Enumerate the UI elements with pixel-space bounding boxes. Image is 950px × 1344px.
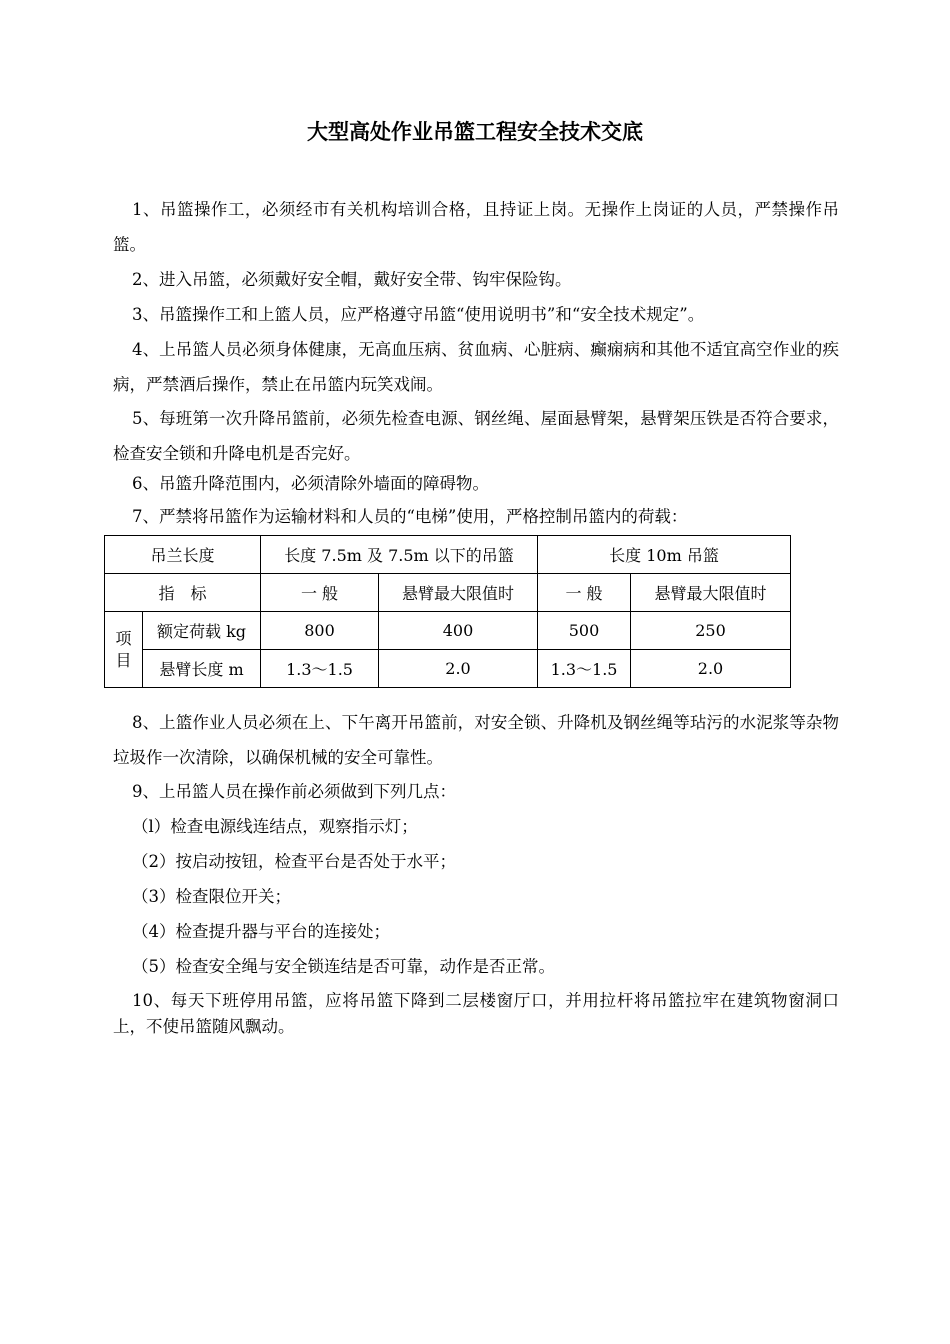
load-table: [104, 535, 791, 688]
check-step-1: （l）检查电源线连结点，观察指示灯；: [132, 817, 418, 836]
table-cell: 500: [538, 612, 631, 650]
item-3: 3、吊篮操作工和上篮人员，应严格遵守吊篮“使用说明书”和“安全技术规定”。: [132, 305, 705, 324]
table-cell: 800: [261, 612, 379, 650]
table-group-label: [105, 612, 143, 688]
item-1: 1、吊篮操作工，必须经市有关机构培训合格，且持证上岗。无操作上岗证的人员，严禁操作吊篮。: [113, 200, 839, 254]
table-cell: 悬臂最大限值时: [379, 574, 538, 612]
document-title: 大型高处作业吊篮工程安全技术交底: [307, 120, 643, 144]
table-cell: 1.3～1.5: [261, 650, 379, 688]
check-step-5: （5）检查安全绳与安全锁连结是否可靠，动作是否正常。: [132, 957, 555, 976]
table-cell: 2.0: [631, 650, 791, 688]
check-step-4: （4）检查提升器与平台的连接处；: [132, 922, 390, 941]
check-step-2: （2）按启动按钮，检查平台是否处于水平；: [132, 852, 456, 871]
table-cell: 长度 7.5m 及 7.5m 以下的吊篮: [261, 536, 538, 574]
table-cell: 指 标: [105, 574, 261, 612]
item-6: 6、吊篮升降范围内，必须清除外墙面的障碍物。: [132, 474, 489, 493]
item-8: 8、上篮作业人员必须在上、下午离开吊篮前，对安全锁、升降机及钢丝绳等玷污的水泥浆等杂物垃圾作一次清除，以确保机械的安全可靠性。: [113, 713, 839, 767]
table-cell: 250: [631, 612, 791, 650]
item-10: 10、每天下班停用吊篮，应将吊篮下降到二层楼窗厅口，并用拉杆将吊篮拉牢在建筑物窗洞口上，不使吊篮随风飘动。: [113, 991, 839, 1036]
item-5: 5、每班第一次升降吊篮前，必须先检查电源、钢丝绳、屋面悬臂架，悬臂架压铁是否符合要求，检查安全锁和升降电机是否完好。: [113, 409, 839, 463]
table-cell: 悬臂最大限值时: [631, 574, 791, 612]
table-row: [105, 650, 791, 688]
table-cell: 吊兰长度: [105, 536, 261, 574]
table-cell: 2.0: [379, 650, 538, 688]
check-step-3: （3）检查限位开关；: [132, 887, 291, 906]
table-cell: 长度 10m 吊篮: [538, 536, 791, 574]
table-row: [105, 536, 791, 574]
table-cell: 400: [379, 612, 538, 650]
table-row: [105, 574, 791, 612]
item-4: 4、上吊篮人员必须身体健康，无高血压病、贫血病、心脏病、癫痫病和其他不适宜高空作业的疾病，严禁酒后操作，禁止在吊篮内玩笑戏闹。: [113, 340, 839, 394]
table-cell: 1.3～1.5: [538, 650, 631, 688]
table-cell: 一 般: [261, 574, 379, 612]
item-2: 2、进入吊篮，必须戴好安全帽，戴好安全带、钩牢保险钩。: [132, 270, 572, 289]
table-cell: 悬臂长度 m: [143, 650, 261, 688]
table-cell: 额定荷载 kg: [143, 612, 261, 650]
table-cell: 一 般: [538, 574, 631, 612]
group-label-text: 项目: [115, 628, 132, 670]
item-7: 7、严禁将吊篮作为运输材料和人员的“电梯”使用，严格控制吊篮内的荷载：: [132, 507, 688, 526]
item-9: 9、上吊篮人员在操作前必须做到下列几点：: [132, 782, 456, 801]
table-row: [105, 612, 791, 650]
